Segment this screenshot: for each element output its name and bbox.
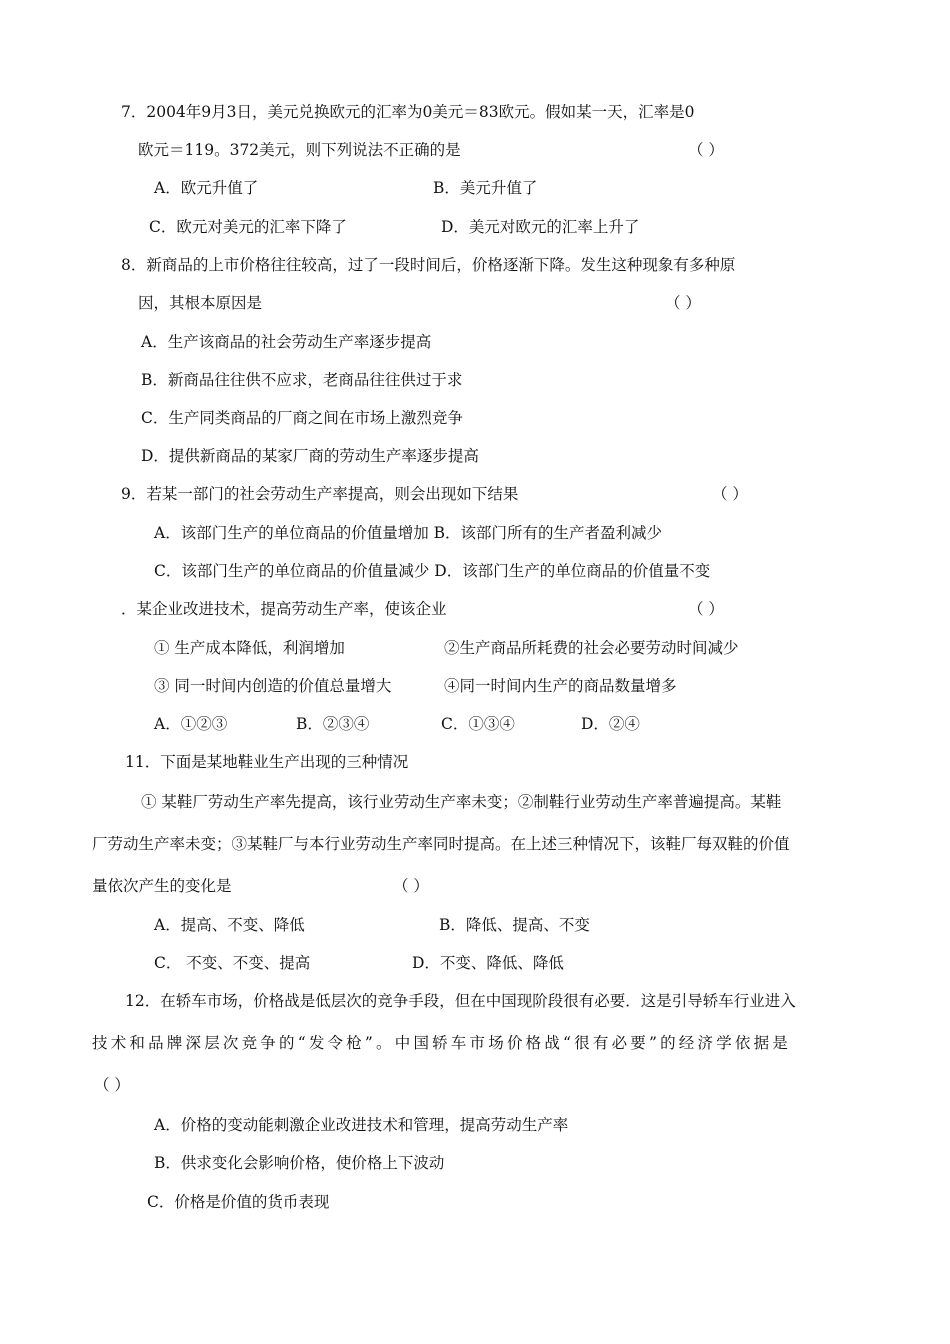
q8-answer-paren: （ ） [665, 294, 701, 312]
q12-stem-line1: 12．在轿车市场，价格战是低层次的竞争手段，但在中国现阶段很有必要．这是引导轿车行业进入 [125, 992, 796, 1010]
q11-stem-line2: ① 某鞋厂劳动生产率先提高，该行业劳动生产率未变；②制鞋行业劳动生产率普遍提高。某鞋 [141, 793, 782, 811]
q7-stem-line2: 欧元＝119。372美元，则下列说法不正确的是 [138, 141, 461, 159]
q12-option-c: C．价格是价值的货币表现 [147, 1193, 330, 1211]
q8-option-c: C．生产同类商品的厂商之间在市场上激烈竞争 [141, 409, 463, 427]
q10-option-a: A．①②③ [154, 715, 228, 733]
q10-stem: ．某企业改进技术，提高劳动生产率，使该企业 [121, 600, 447, 618]
q11-answer-paren: （ ） [393, 877, 429, 895]
q7-option-b: B．美元升值了 [433, 179, 538, 197]
q11-option-d: D．不变、降低、降低 [412, 954, 564, 972]
q10-item-4: ④同一时间内生产的商品数量增多 [444, 677, 677, 695]
q10-item-2: ②生产商品所耗费的社会必要劳动时间减少 [444, 639, 739, 657]
q7-option-d: D．美元对欧元的汇率上升了 [441, 218, 640, 236]
q11-option-a: A．提高、不变、降低 [154, 916, 305, 934]
q7-option-c: C．欧元对美元的汇率下降了 [149, 218, 347, 236]
q8-option-d: D．提供新商品的某家厂商的劳动生产率逐步提高 [141, 447, 479, 465]
q8-option-a: A．生产该商品的社会劳动生产率逐步提高 [141, 333, 432, 351]
q12-stem-line2: 技术和品牌深层次竞争的“发令枪”。中国轿车市场价格战“很有必要”的经济学依据是 [92, 1034, 791, 1052]
q7-answer-paren: （ ） [688, 141, 724, 159]
q7-stem-line1: 7．2004年9月3日，美元兑换欧元的汇率为0美元＝83欧元。假如某一天，汇率是0 [121, 103, 695, 121]
q10-answer-paren: （ ） [688, 600, 724, 618]
q11-stem-line1: 11．下面是某地鞋业生产出现的三种情况 [125, 753, 409, 771]
q10-option-c: C．①③④ [441, 715, 515, 733]
q11-option-c: C． 不变、不变、提高 [154, 954, 311, 972]
q12-option-b: B．供求变化会影响价格，使价格上下波动 [154, 1154, 445, 1172]
q10-item-3: ③ 同一时间内创造的价值总量增大 [154, 677, 392, 695]
q7-option-a: A．欧元升值了 [154, 179, 259, 197]
q10-option-d: D．②④ [581, 715, 640, 733]
q10-item-1: ① 生产成本降低，利润增加 [154, 639, 345, 657]
q11-stem-line3: 厂劳动生产率未变；③某鞋厂与本行业劳动生产率同时提高。在上述三种情况下，该鞋厂每双鞋的价值 [92, 835, 790, 853]
q8-option-b: B．新商品往往供不应求，老商品往往供过于求 [141, 371, 463, 389]
q11-option-b: B．降低、提高、不变 [439, 916, 590, 934]
q12-answer-paren: （ ） [94, 1076, 130, 1094]
q8-stem-line1: 8．新商品的上市价格往往较高，过了一段时间后，价格逐渐下降。发生这种现象有多种原 [121, 256, 736, 274]
q9-answer-paren: （ ） [712, 485, 748, 503]
q11-stem-line4: 量依次产生的变化是 [92, 877, 232, 895]
q8-stem-line2: 因，其根本原因是 [138, 294, 263, 312]
q9-options-ab: A．该部门生产的单位商品的价值量增加 B．该部门所有的生产者盈利减少 [154, 524, 663, 542]
q9-stem: 9．若某一部门的社会劳动生产率提高，则会出现如下结果 [121, 485, 519, 503]
q12-option-a: A．价格的变动能刺激企业改进技术和管理，提高劳动生产率 [154, 1116, 569, 1134]
q9-options-cd: C．该部门生产的单位商品的价值量减少 D．该部门生产的单位商品的价值量不变 [154, 562, 711, 580]
q10-option-b: B．②③④ [296, 715, 370, 733]
